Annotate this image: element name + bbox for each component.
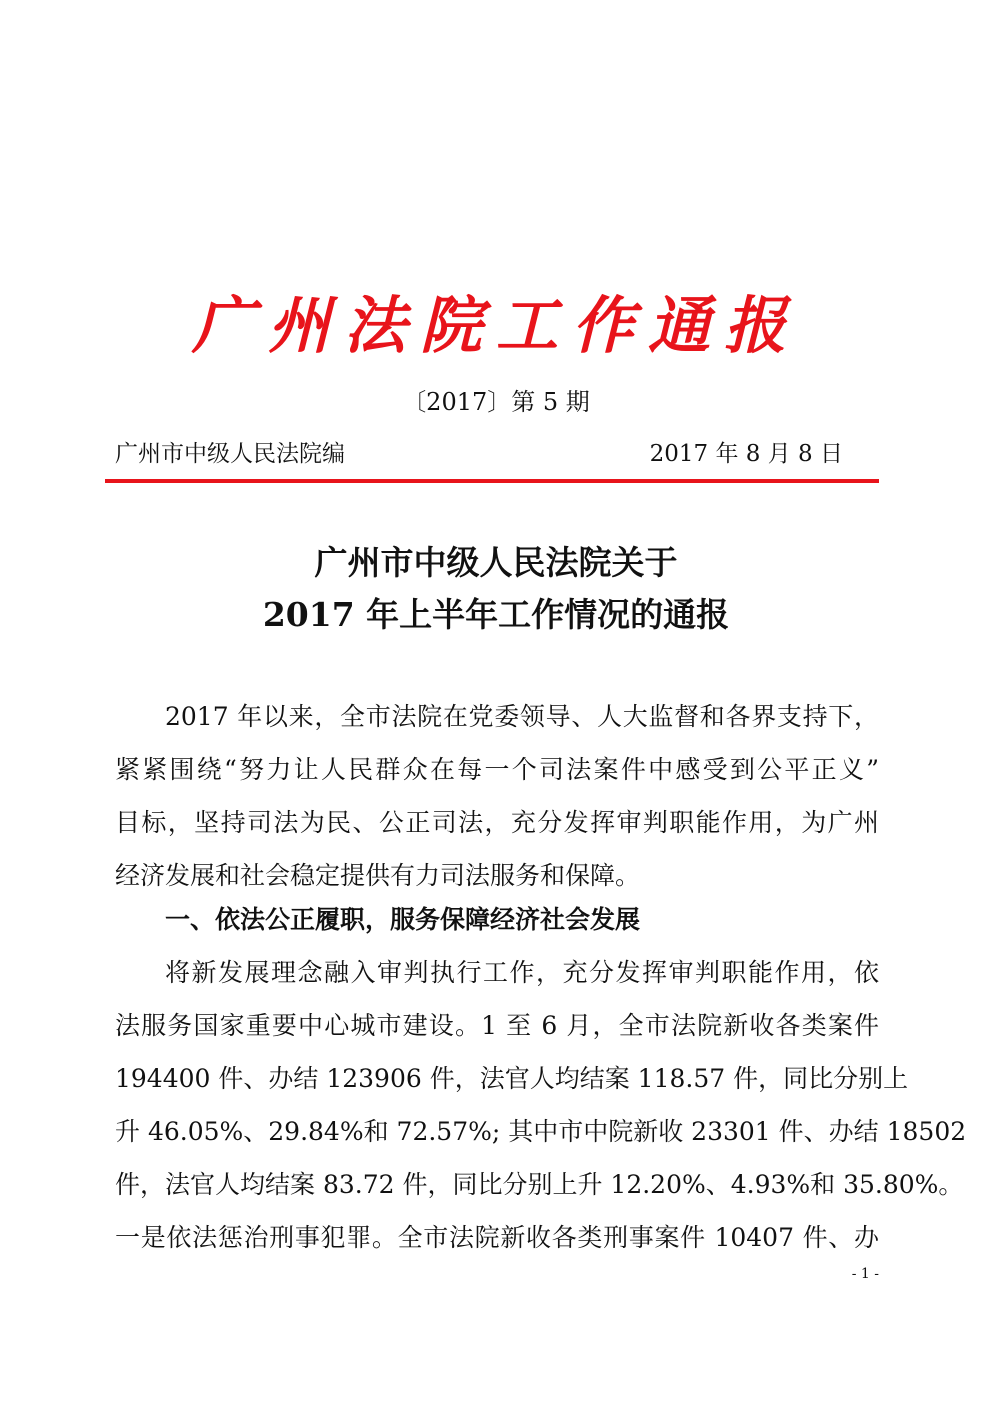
intro-line-3: 目标，坚持司法为民、公正司法，充分发挥审判职能作用，为广州 <box>115 808 879 837</box>
document-title-line-2: 2017 年上半年工作情况的通报 <box>262 595 730 634</box>
page-number: - 1 - <box>851 1266 879 1282</box>
intro-line-2: 紧紧围绕“努力让人民群众在每一个司法案件中感受到公平正义” <box>115 755 879 784</box>
section-1-line-1: 将新发展理念融入审判执行工作，充分发挥审判职能作用，依 <box>165 958 879 987</box>
issue-number: 〔2017〕第 5 期 <box>402 388 590 416</box>
section-1-line-4: 升 46.05%、29.84%和 72.57%; 其中市中院新收 23301 件、办结 18502 <box>115 1117 967 1146</box>
intro-line-4: 经济发展和社会稳定提供有力司法服务和保障。 <box>115 861 641 890</box>
section-1-line-5: 件，法官人均结案 83.72 件，同比分别上升 12.20%、4.93%和 35.80%。 <box>115 1170 964 1199</box>
section-1-heading: 一、依法公正履职，服务保障经济社会发展 <box>165 905 641 934</box>
section-1-line-6: 一是依法惩治刑事犯罪。全市法院新收各类刑事案件 10407 件、办 <box>115 1223 879 1252</box>
section-1-line-2: 法服务国家重要中心城市建设。1 至 6 月，全市法院新收各类案件 <box>115 1011 879 1040</box>
masthead-divider <box>105 479 879 483</box>
section-1-line-3: 194400 件、办结 123906 件，法官人均结案 118.57 件，同比分别上 <box>115 1064 909 1093</box>
issue-date: 2017 年 8 月 8 日 <box>649 441 843 467</box>
masthead-title: 广州法院工作通报 <box>191 289 800 362</box>
editor-label: 广州市中级人民法院编 <box>115 441 345 467</box>
document-title-line-1: 广州市中级人民法院关于 <box>314 543 678 582</box>
intro-line-1: 2017 年以来，全市法院在党委领导、人大监督和各界支持下， <box>165 702 879 731</box>
